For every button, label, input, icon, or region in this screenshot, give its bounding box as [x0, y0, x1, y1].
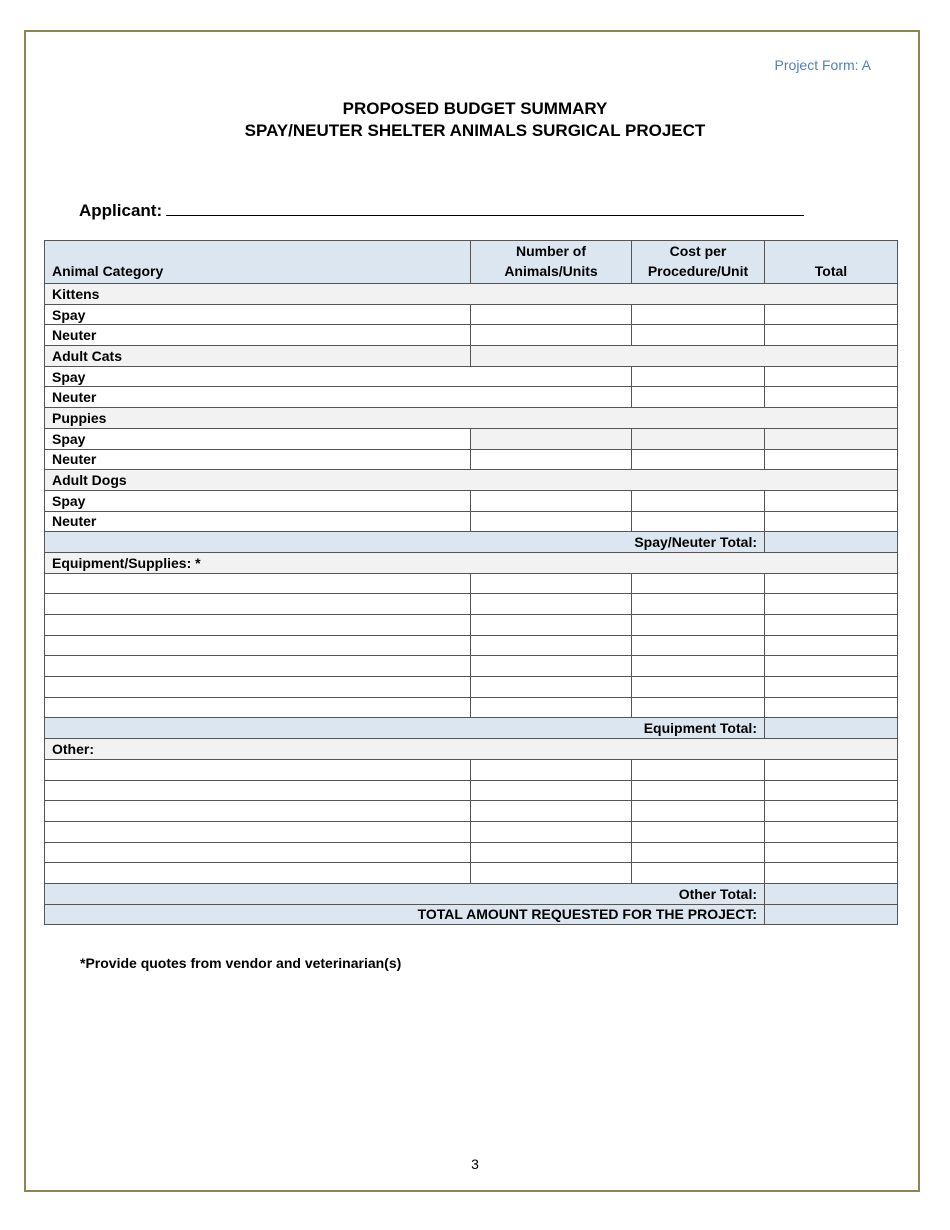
- category-label: Adult Dogs: [45, 470, 898, 491]
- applicant-row: [79, 201, 804, 221]
- total-cell[interactable]: [765, 490, 898, 511]
- item-cell[interactable]: [45, 635, 471, 656]
- number-cell[interactable]: [471, 842, 632, 863]
- total-cell[interactable]: [765, 821, 898, 842]
- cost-cell[interactable]: [632, 635, 765, 656]
- table-row: [45, 594, 898, 615]
- grand-total-row: [45, 904, 898, 925]
- category-label: Puppies: [45, 408, 898, 429]
- total-cell[interactable]: [765, 304, 898, 325]
- table-header-row: [45, 241, 898, 284]
- item-cell[interactable]: [45, 863, 471, 884]
- total-cell[interactable]: [765, 449, 898, 470]
- table-row: [45, 801, 898, 822]
- budget-table: [44, 240, 898, 925]
- col-header-cost: Cost per Procedure/Unit: [632, 241, 765, 284]
- table-row: [45, 615, 898, 636]
- cost-cell[interactable]: [632, 490, 765, 511]
- cost-cell[interactable]: [632, 821, 765, 842]
- applicant-input-line[interactable]: [166, 201, 804, 216]
- total-cell[interactable]: [765, 366, 898, 387]
- total-cell[interactable]: [765, 573, 898, 594]
- total-cell[interactable]: [765, 656, 898, 677]
- total-cell[interactable]: [765, 677, 898, 698]
- cost-cell[interactable]: [632, 615, 765, 636]
- number-cell[interactable]: [471, 428, 632, 449]
- row-label: Neuter: [45, 449, 471, 470]
- equipment-total-label: Equipment Total:: [45, 718, 765, 739]
- category-label: Kittens: [45, 284, 898, 305]
- item-cell[interactable]: [45, 801, 471, 822]
- category-label: Adult Cats: [45, 346, 471, 367]
- row-label: Spay: [45, 428, 471, 449]
- table-row: [45, 449, 898, 470]
- table-row: [45, 490, 898, 511]
- cost-cell[interactable]: [632, 656, 765, 677]
- cost-cell[interactable]: [632, 697, 765, 718]
- table-row: [45, 635, 898, 656]
- total-cell[interactable]: [765, 801, 898, 822]
- grand-total-cell[interactable]: [765, 904, 898, 925]
- total-cell[interactable]: [765, 697, 898, 718]
- table-row: [45, 842, 898, 863]
- item-cell[interactable]: [45, 697, 471, 718]
- item-cell[interactable]: [45, 759, 471, 780]
- page-number: 3: [471, 1156, 479, 1172]
- total-cell[interactable]: [765, 387, 898, 408]
- total-cell[interactable]: [765, 511, 898, 532]
- cost-cell[interactable]: [632, 325, 765, 346]
- table-row: [45, 573, 898, 594]
- total-cell[interactable]: [765, 759, 898, 780]
- row-label: Spay: [45, 304, 471, 325]
- category-row-equipment: [45, 552, 898, 573]
- equipment-total-cell[interactable]: [765, 718, 898, 739]
- item-cell[interactable]: [45, 677, 471, 698]
- total-cell[interactable]: [765, 615, 898, 636]
- cost-cell[interactable]: [632, 304, 765, 325]
- cost-cell[interactable]: [632, 801, 765, 822]
- number-cell[interactable]: [471, 677, 632, 698]
- row-label: Neuter: [45, 325, 471, 346]
- table-row: [45, 697, 898, 718]
- number-cell[interactable]: [471, 656, 632, 677]
- number-cell[interactable]: [471, 325, 632, 346]
- category-label: Equipment/Supplies: *: [45, 552, 898, 573]
- total-cell[interactable]: [765, 594, 898, 615]
- category-row-kittens: [45, 284, 898, 305]
- table-row: [45, 366, 898, 387]
- page-subtitle: SPAY/NEUTER SHELTER ANIMALS SURGICAL PROJECT: [244, 121, 706, 140]
- table-row: [45, 325, 898, 346]
- number-cell[interactable]: [471, 511, 632, 532]
- equipment-total-row: [45, 718, 898, 739]
- number-cell[interactable]: [471, 615, 632, 636]
- cost-cell[interactable]: [632, 780, 765, 801]
- number-cell[interactable]: [471, 863, 632, 884]
- table-row: [45, 821, 898, 842]
- form-label: Project Form: A: [774, 57, 871, 73]
- table-row: [45, 780, 898, 801]
- table-row: [45, 511, 898, 532]
- cost-cell[interactable]: [632, 449, 765, 470]
- spay-neuter-total-cell[interactable]: [765, 532, 898, 553]
- number-cell[interactable]: [471, 801, 632, 822]
- total-cell[interactable]: [765, 842, 898, 863]
- category-row-adult-dogs: [45, 470, 898, 491]
- table-row: [45, 656, 898, 677]
- number-cell[interactable]: [471, 573, 632, 594]
- item-cell[interactable]: [45, 573, 471, 594]
- spay-neuter-total-row: [45, 532, 898, 553]
- row-label: Spay: [45, 366, 632, 387]
- item-cell[interactable]: [45, 615, 471, 636]
- cost-cell[interactable]: [632, 677, 765, 698]
- category-filler: [471, 346, 898, 367]
- number-cell[interactable]: [471, 759, 632, 780]
- col-header-animal-category: Animal Category: [45, 241, 471, 284]
- col-header-total: Total: [765, 241, 898, 284]
- item-cell[interactable]: [45, 656, 471, 677]
- number-cell[interactable]: [471, 780, 632, 801]
- other-total-cell[interactable]: [765, 883, 898, 904]
- number-cell[interactable]: [471, 697, 632, 718]
- cost-cell[interactable]: [632, 759, 765, 780]
- item-cell[interactable]: [45, 780, 471, 801]
- number-cell[interactable]: [471, 304, 632, 325]
- number-cell[interactable]: [471, 635, 632, 656]
- row-label: Spay: [45, 490, 471, 511]
- row-label: Neuter: [45, 511, 471, 532]
- total-cell[interactable]: [765, 325, 898, 346]
- other-total-row: [45, 883, 898, 904]
- table-row: [45, 304, 898, 325]
- number-cell[interactable]: [471, 490, 632, 511]
- total-cell[interactable]: [765, 428, 898, 449]
- cost-cell[interactable]: [632, 594, 765, 615]
- grand-total-label: TOTAL AMOUNT REQUESTED FOR THE PROJECT:: [45, 904, 765, 925]
- cost-cell[interactable]: [632, 428, 765, 449]
- total-cell[interactable]: [765, 863, 898, 884]
- footnote: *Provide quotes from vendor and veterinarian(s): [80, 955, 402, 971]
- number-cell[interactable]: [471, 449, 632, 470]
- table-row: [45, 387, 898, 408]
- page-title: PROPOSED BUDGET SUMMARY: [342, 99, 608, 118]
- cost-cell[interactable]: [632, 387, 765, 408]
- table-row: [45, 428, 898, 449]
- item-cell[interactable]: [45, 821, 471, 842]
- category-row-other: [45, 739, 898, 760]
- total-cell[interactable]: [765, 635, 898, 656]
- category-label: Other:: [45, 739, 898, 760]
- cost-cell[interactable]: [632, 842, 765, 863]
- cost-cell[interactable]: [632, 511, 765, 532]
- other-total-label: Other Total:: [45, 883, 765, 904]
- table-row: [45, 863, 898, 884]
- number-cell[interactable]: [471, 594, 632, 615]
- total-cell[interactable]: [765, 780, 898, 801]
- col-header-number: Number of Animals/Units: [471, 241, 632, 284]
- spay-neuter-total-label: Spay/Neuter Total:: [45, 532, 765, 553]
- category-row-puppies: [45, 408, 898, 429]
- cost-cell[interactable]: [632, 863, 765, 884]
- applicant-label: Applicant:: [79, 201, 163, 220]
- item-cell[interactable]: [45, 594, 471, 615]
- cost-cell[interactable]: [632, 573, 765, 594]
- item-cell[interactable]: [45, 842, 471, 863]
- row-label: Neuter: [45, 387, 632, 408]
- cost-cell[interactable]: [632, 366, 765, 387]
- table-row: [45, 759, 898, 780]
- category-row-adult-cats: [45, 346, 898, 367]
- number-cell[interactable]: [471, 821, 632, 842]
- table-row: [45, 677, 898, 698]
